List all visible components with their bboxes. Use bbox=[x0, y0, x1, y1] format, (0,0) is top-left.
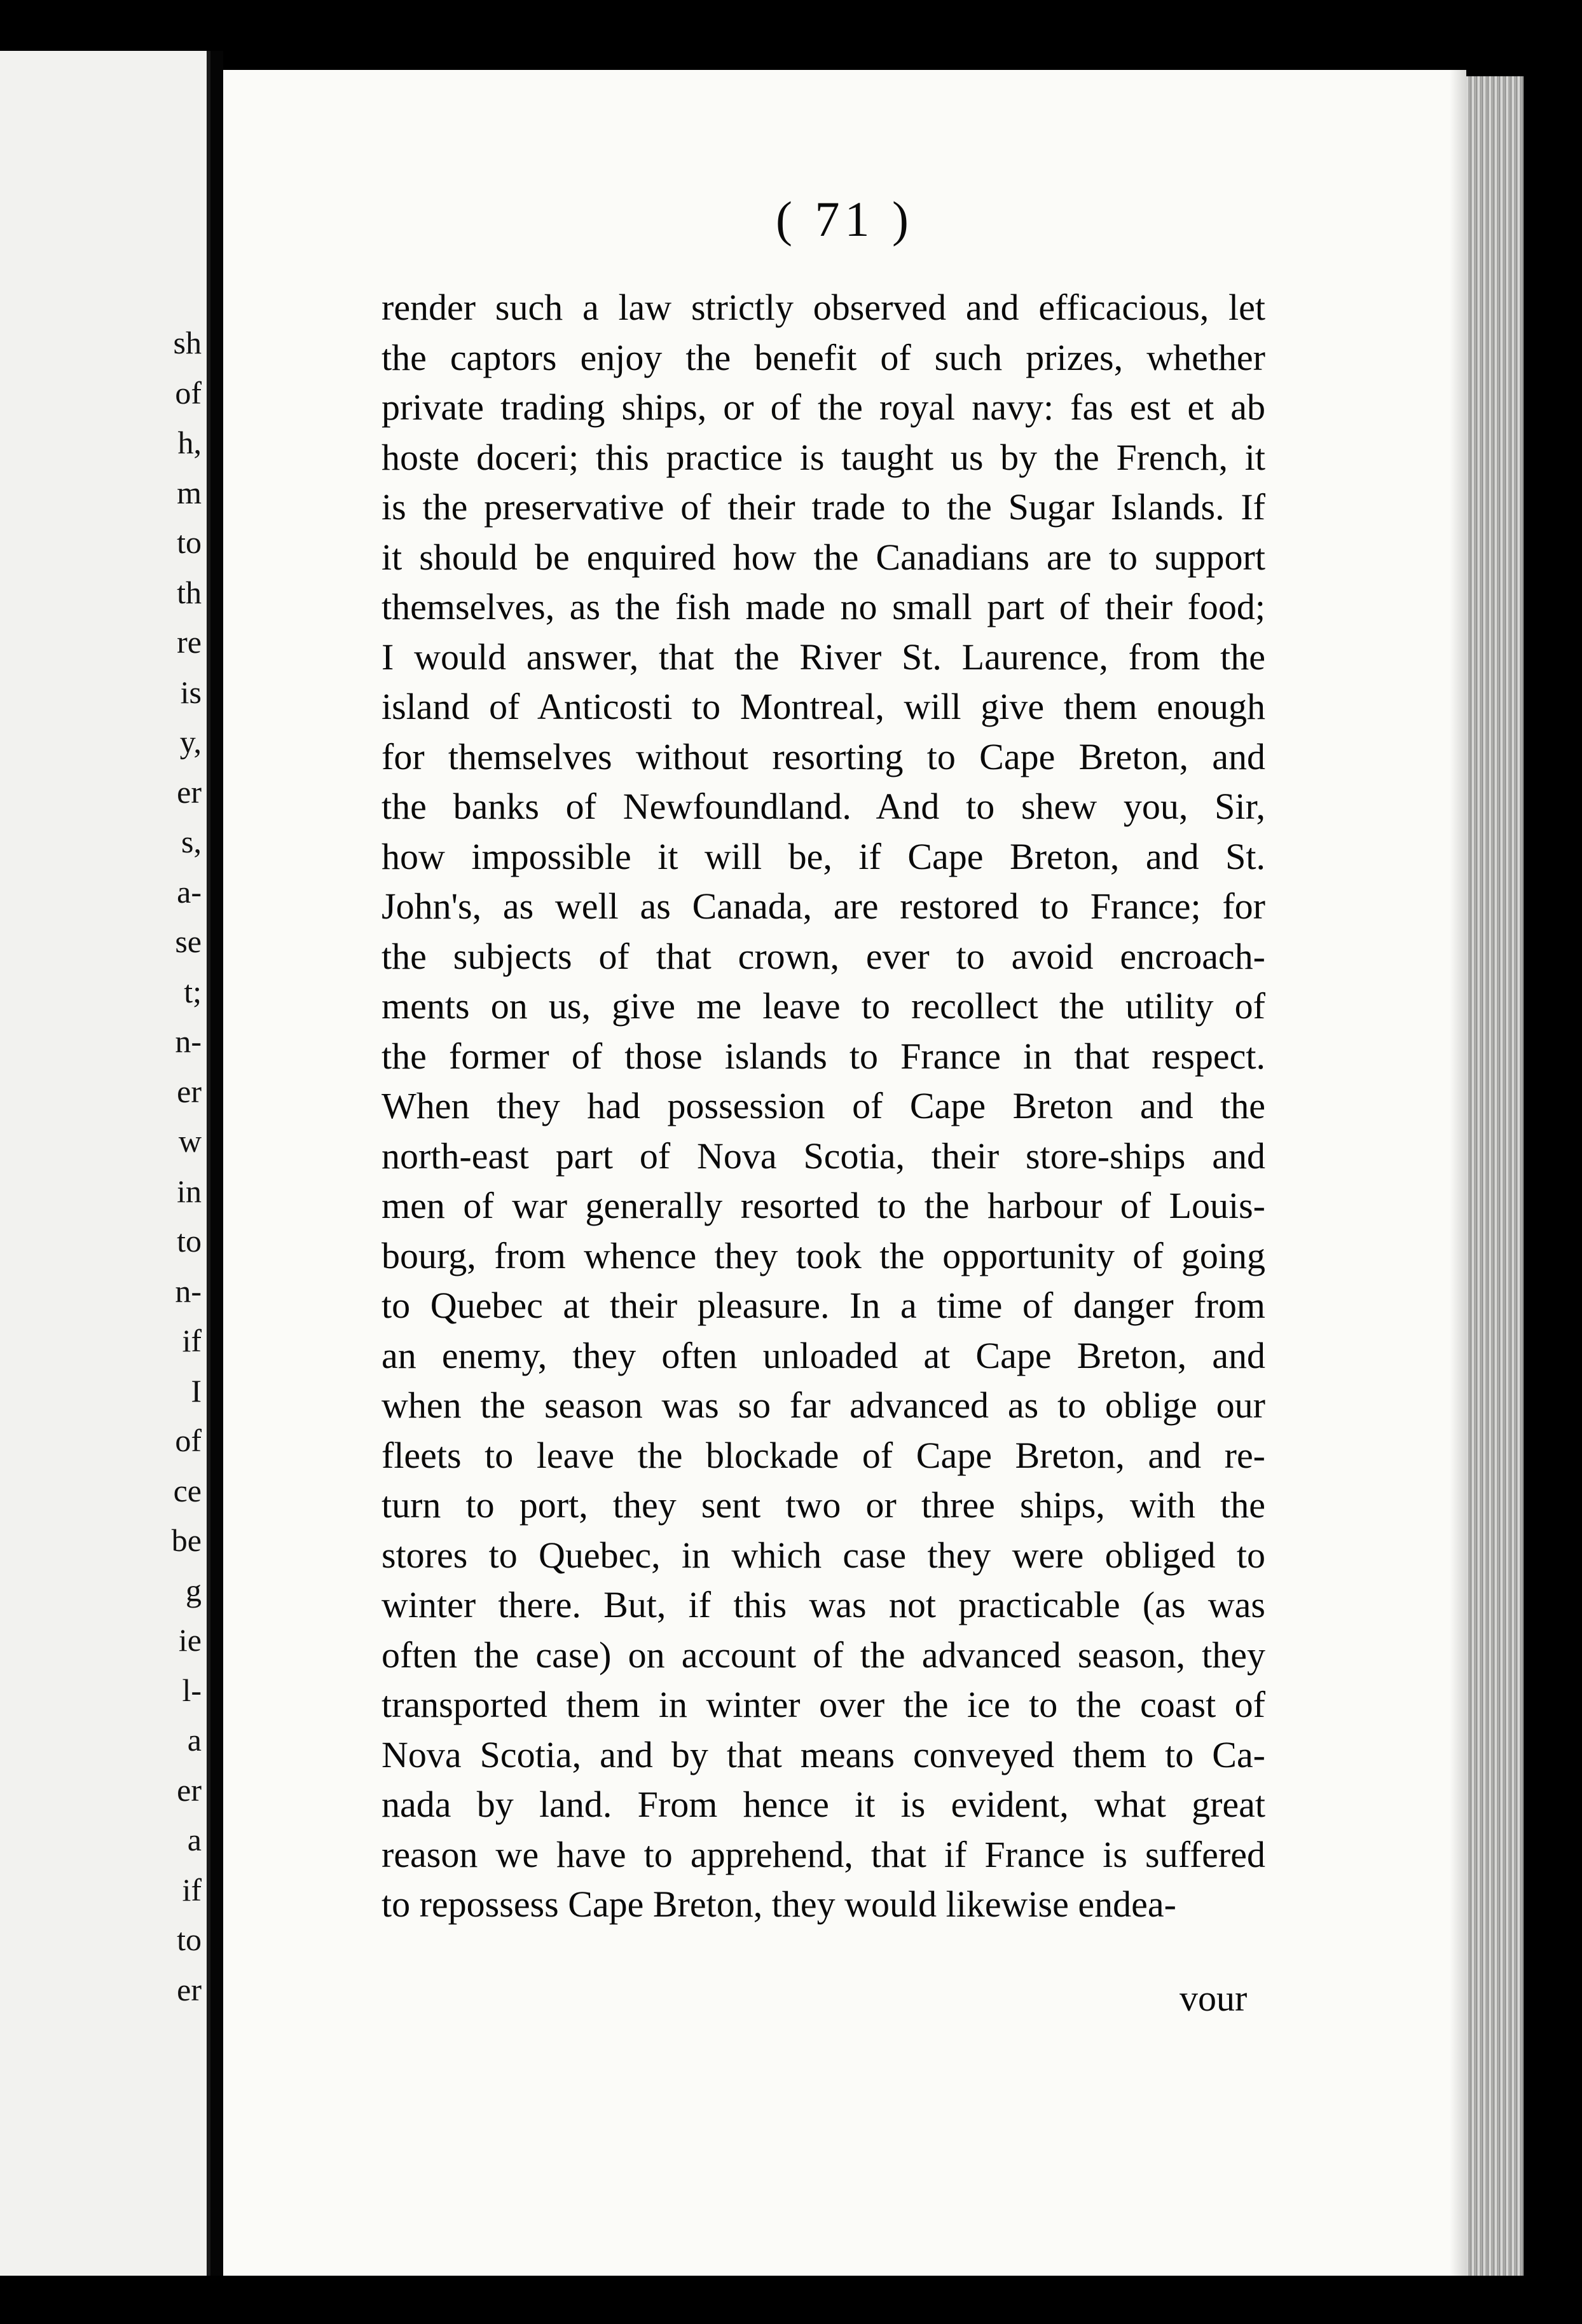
left-page-fragment: I bbox=[191, 1372, 202, 1409]
left-page-fragment: n- bbox=[175, 1273, 202, 1309]
page-number: ( 71 ) bbox=[776, 191, 914, 247]
left-page-fragment: n- bbox=[175, 1023, 202, 1059]
text-line: how impossible it will be, if Cape Breton, and St. bbox=[382, 835, 1265, 877]
left-page-fragment: to bbox=[177, 1922, 202, 1957]
text-line: an enemy, they often unloaded at Cape Breton, and bbox=[382, 1334, 1265, 1376]
text-line: reason we have to apprehend, that if France is suffered bbox=[382, 1833, 1265, 1875]
text-line: themselves, as the fish made no small part of their food; bbox=[382, 586, 1265, 627]
left-page-fragment: of bbox=[175, 374, 202, 411]
text-line: island of Anticosti to Montreal, will give them enough bbox=[382, 686, 1265, 727]
text-line: render such a law strictly observed and efficacious, let bbox=[382, 287, 1265, 328]
left-page-fragment: in bbox=[177, 1173, 202, 1209]
text-line: the former of those islands to France in that respect. bbox=[382, 1035, 1265, 1077]
left-page-fragment: y, bbox=[179, 724, 202, 760]
left-page-fragment: m bbox=[177, 474, 202, 510]
text-line: ments on us, give me leave to recollect the utility of bbox=[382, 985, 1265, 1027]
left-page-fragment: ie bbox=[178, 1622, 202, 1658]
text-line: for themselves without resorting to Cape Breton, and bbox=[382, 735, 1265, 777]
left-page-fragment: er bbox=[177, 1073, 202, 1109]
text-line: John's, as well as Canada, are restored to France; for bbox=[382, 885, 1265, 927]
text-line: winter there. But, if this was not practicable (as was bbox=[382, 1584, 1265, 1625]
left-page-fragment: er bbox=[177, 1971, 202, 2007]
text-line: fleets to leave the blockade of Cape Breton, and re- bbox=[382, 1434, 1265, 1476]
left-page-fragment: h, bbox=[177, 425, 202, 460]
left-page-fragment: g bbox=[186, 1572, 202, 1608]
left-page-fragment: be bbox=[171, 1522, 202, 1558]
facing-page-left bbox=[0, 51, 210, 2276]
left-page-fragment: t; bbox=[184, 973, 202, 1009]
text-line: hoste doceri; this practice is taught us by the French, it bbox=[382, 436, 1265, 478]
left-page-fragment: ce bbox=[173, 1472, 202, 1508]
left-page-fragment: th bbox=[177, 574, 202, 610]
text-line: north-east part of Nova Scotia, their store-ships and bbox=[382, 1135, 1265, 1177]
body-text bbox=[382, 283, 1265, 1930]
text-line: Nova Scotia, and by that means conveyed them to Ca- bbox=[382, 1733, 1265, 1775]
left-page-fragment: l- bbox=[182, 1672, 202, 1708]
text-line: When they had possession of Cape Breton and the bbox=[382, 1085, 1265, 1126]
text-line: when the season was so far advanced as to oblige our bbox=[382, 1384, 1265, 1426]
text-line: transported them in winter over the ice to the coast of bbox=[382, 1684, 1265, 1725]
book-gutter bbox=[210, 51, 223, 2276]
text-line: the captors enjoy the benefit of such prizes, whether bbox=[382, 336, 1265, 378]
left-page-fragment: se bbox=[175, 924, 202, 959]
left-page-fragment: er bbox=[177, 1772, 202, 1808]
text-line: often the case) on account of the advanced season, they bbox=[382, 1634, 1265, 1676]
text-line: I would answer, that the River St. Laurence, from the bbox=[382, 636, 1265, 678]
left-page-fragment: sh bbox=[173, 325, 202, 360]
text-line: the subjects of that crown, ever to avoid encroach- bbox=[382, 935, 1265, 977]
catchword: vour bbox=[1180, 1978, 1248, 2019]
left-page-fragment: if bbox=[182, 1323, 202, 1358]
text-line: the banks of Newfoundland. And to shew you, Sir, bbox=[382, 786, 1265, 827]
text-line: stores to Quebec, in which case they were obliged to bbox=[382, 1534, 1265, 1576]
left-page-fragment: re bbox=[177, 624, 202, 660]
left-page-fragment: of bbox=[175, 1423, 202, 1458]
text-line: nada by land. From hence it is evident, what great bbox=[382, 1784, 1265, 1825]
text-line: to repossess Cape Breton, they would likewise endea- bbox=[382, 1883, 1176, 1925]
text-line: bourg, from whence they took the opportunity of going bbox=[382, 1234, 1265, 1276]
left-page-fragment: is bbox=[180, 674, 202, 710]
left-page-fragment: er bbox=[177, 774, 202, 810]
left-page-fragment: to bbox=[177, 524, 202, 560]
left-page-fragment: to bbox=[177, 1223, 202, 1259]
left-page-fragment: w bbox=[178, 1123, 202, 1159]
text-line: it should be enquired how the Canadians are to support bbox=[382, 536, 1265, 578]
left-page-fragment: a bbox=[187, 1822, 202, 1857]
left-page-fragment: if bbox=[182, 1871, 202, 1908]
text-line: private trading ships, or of the royal navy: fas est et ab bbox=[382, 386, 1265, 428]
left-page-line-endings bbox=[125, 318, 202, 2014]
left-page-fragment: a- bbox=[177, 873, 202, 910]
page-edge-shadow bbox=[1450, 70, 1466, 2276]
left-page-fragment: s, bbox=[181, 824, 202, 859]
text-line: men of war generally resorted to the harbour of Louis- bbox=[382, 1185, 1265, 1226]
left-page-fragment: a bbox=[187, 1722, 202, 1758]
text-line: to Quebec at their pleasure. In a time of danger from bbox=[382, 1285, 1265, 1326]
text-line: is the preservative of their trade to the Sugar Islands. If bbox=[382, 486, 1265, 528]
page-stack-edge bbox=[1466, 76, 1524, 2276]
text-line: turn to port, they sent two or three ships, with the bbox=[382, 1484, 1265, 1526]
